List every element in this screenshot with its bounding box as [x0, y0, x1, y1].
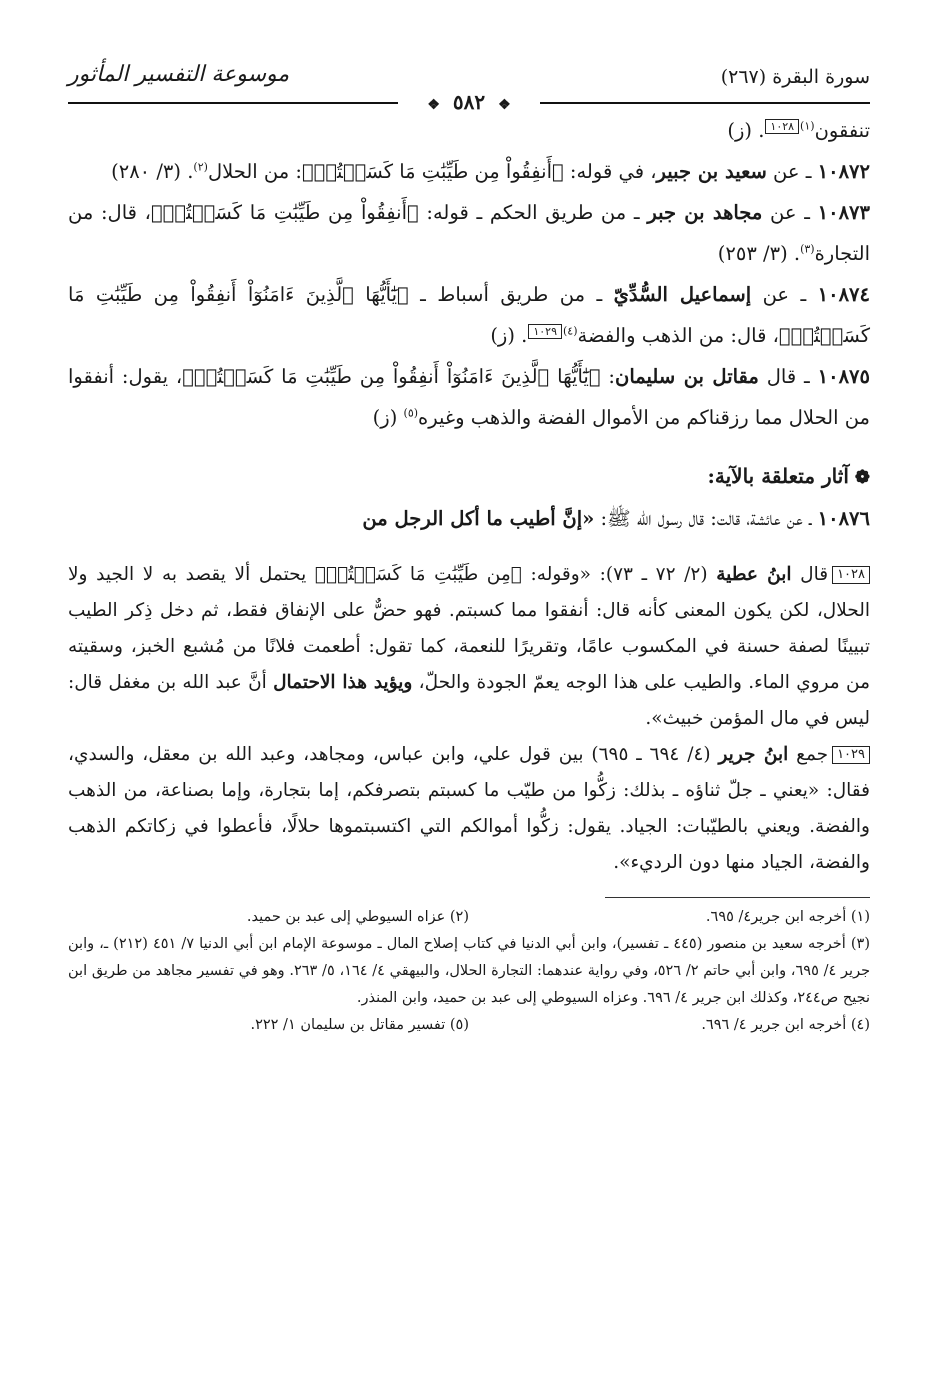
surah-name: سورة البقرة [772, 66, 870, 88]
commentary-emphasis: ويؤيد هذا الاحتمال [273, 672, 413, 693]
entry-mid: ، في قوله: [563, 160, 657, 183]
entry-10872 [68, 151, 870, 192]
entry-10875 [68, 356, 870, 438]
hadith-text: «إنَّ أطيب ما أكل الرجل من [362, 507, 595, 530]
commentary-text: (٢/ ٧٢ ـ ٧٣): «وقوله: ﴿مِن طَيِّبَٰتِ مَا كَسَبۡتُمۡ﴾ يحتمل ألا يقصد به لا الجيد ولا الحلال، لكن يكون المعنى كأنه قال: أنفقوا مما كسبتم. فهو حضٌّ على الإنفاق فقط، ثم دخل ذِكر الطيب تبيينًا لصفة حسنة في المكسوب عامًا، وتقريرًا للنعمة، كما تقول: أطعمت فلانًا من مُشبع الخبز، وسقيته من مروي الماء. والطيب على هذا الوجه يعمّ الجودة والحلّ، [68, 564, 870, 693]
running-header [68, 60, 870, 114]
entry-10873 [68, 192, 870, 274]
intro-text: تنفقون [814, 119, 870, 142]
entry-number: ١٠٨٧٤ [817, 283, 870, 306]
section-title: آثار متعلقة بالآية: [707, 464, 849, 488]
entry-pre: ـ عن عائشة، قالت: قال رسول الله ﷺ: [594, 507, 818, 530]
footnotes [68, 904, 870, 1039]
commentary-1028 [68, 557, 870, 737]
flower-icon: ❁ [854, 467, 870, 488]
commentary-1029 [68, 737, 870, 881]
commentary-number-box: ١٠٢٨ [832, 566, 870, 584]
entry-post: ، قال: من التجارة [68, 201, 870, 265]
footnote-ref: (٥) [403, 406, 419, 420]
header-rule-left [68, 102, 398, 104]
entry-pre: ـ عن [751, 283, 818, 306]
entry-mid: ـ من طريق الحكم ـ قوله: [418, 201, 648, 224]
quran-quote: ﴿يَٰٓأَيُّهَا ٱلَّذِينَ ءَامَنُوٓاْ أَنفِقُواْ مِن طَيِّبَٰتِ مَا كَسَبۡتُمۡ﴾ [182, 365, 601, 388]
entry-number: ١٠٨٧٦ [817, 507, 870, 530]
main-text [68, 110, 870, 539]
entry-mid: ـ من طريق أسباط ـ [408, 283, 614, 306]
footnote-ref: (٣) [800, 242, 815, 256]
commentary-ref-box: ١٠٢٨ [765, 119, 799, 134]
intro-line [68, 110, 870, 151]
footnote-3: (٣) أخرجه سعيد بن منصور (٤٤٥ ـ تفسير)، وابن أبي الدنيا في كتاب إصلاح المال ـ موسوعة الإمام ابن أبي الدنيا ٧/ ٤٥١ (٢١٢) ـ، وابن جرير ٤/ ٦٩٥، وابن أبي حاتم ٢/ ٥٢٦، وفي رواية عندهما: التجارة الحلال، والبيهقي ٤/ ١٦٤، ٥/ ٢٦٣. وهو في تفسير مجاهد من طريق ابن نجيح ص٢٤٤، وكذلك ابن جرير ٤/ ٦٩٦. وعزاه السيوطي إلى عبد بن حميد، وابن المنذر. [68, 936, 871, 1006]
entry-pre: ـ عن [762, 201, 818, 224]
entry-post: ، يقول: أنفقوا من الحلال مما رزقناكم من الأموال الفضة والذهب وغيره [68, 365, 870, 429]
intro-tail: . (ز) [727, 119, 765, 142]
page-number-block [421, 90, 516, 114]
narrator-name: مجاهد بن جبر [647, 201, 763, 224]
entry-number: ١٠٨٧٢ [817, 160, 870, 183]
commentary-pre: قال [791, 564, 829, 585]
quran-quote: ﴿أَنفِقُواْ مِن طَيِّبَٰتِ مَا كَسَبۡتُمۡ﴾ [150, 201, 419, 224]
entry-ref: . (٣/ ٢٥٣) [717, 242, 801, 265]
verse-number: (٢٦٧) [720, 66, 767, 88]
page-number: ٥٨٢ [452, 90, 486, 114]
commentary-number-box: ١٠٢٩ [832, 746, 870, 764]
footnote-2: (٢) عزاه السيوطي إلى عبد بن حميد. [246, 909, 469, 925]
footnote-1: (١) أخرجه ابن جرير٤/ ٦٩٥. [705, 909, 870, 925]
ornament-icon: ❖ [498, 97, 511, 113]
header-surah [721, 66, 870, 88]
narrator-name: مقاتل بن سليمان [615, 365, 759, 388]
commentary-text: (٤/ ٦٩٤ ـ ٦٩٥) بين قول علي، وابن عباس، ومجاهد، وعبد الله بن معقل، والسدي، فقال: «يعني ـ جلّ ثناؤه ـ بذلك: زكُّوا من طيّب ما كسبتم بتصرفكم، إما بتجارة، وإما بصناعة، من الذهب والفضة. ويعني بالطيّبات: الجياد. يقول: زكُّوا أموالكم التي اكتسبتموها حلالًا، فأعطوا في زكاتكم الذهب والفضة، الجياد منها دون الرديء». [68, 744, 870, 873]
book-title: موسوعة التفسير المأثور [68, 62, 290, 87]
entry-pre: ـ قال [758, 365, 818, 388]
ornament-icon: ❖ [427, 97, 440, 113]
footnote-ref: (٤) [562, 324, 578, 338]
footnote-ref: (١) [800, 119, 815, 133]
scholar-name: ابنُ عطية [716, 564, 792, 585]
header-rule-right [540, 102, 870, 104]
quran-quote: ﴿يَٰٓأَيُّهَا ٱلَّذِينَ ءَامَنُوٓاْ أَنفِقُواْ مِن طَيِّبَٰتِ مَا كَسَبۡتُمۡ﴾ [68, 283, 870, 347]
footnote-ref: (٢) [193, 160, 208, 174]
entry-number: ١٠٨٧٥ [817, 365, 871, 388]
narrator-name: إسماعيل السُّدِّيّ [613, 283, 752, 306]
entry-pre: ـ عن [766, 160, 818, 183]
entry-10874 [68, 274, 870, 356]
scholar-name: ابنُ جرير [718, 744, 789, 765]
footnote-row [68, 1012, 870, 1039]
entry-post: ، قال: من الذهب والفضة [577, 324, 779, 347]
footnote-4: (٤) أخرجه ابن جرير ٤/ ٦٩٦. [701, 1017, 870, 1033]
spacer [68, 438, 870, 456]
entry-ref: . (٣/ ٢٨٠) [111, 160, 194, 183]
entry-ref: . (ز) [490, 324, 528, 347]
quran-quote: ﴿أَنفِقُواْ مِن طَيِّبَٰتِ مَا كَسَبۡتُمۡ﴾ [301, 160, 564, 183]
entry-post: : من الحلال [207, 160, 302, 183]
entry-number: ١٠٨٧٣ [817, 201, 870, 224]
entry-10876 [68, 498, 870, 539]
page [68, 60, 870, 1350]
entry-mid: : [600, 365, 616, 388]
section-heading [68, 456, 870, 498]
footnote-row [68, 904, 870, 931]
commentary-block [68, 557, 870, 881]
commentary-ref-box: ١٠٢٩ [528, 324, 562, 339]
footnote-rule [605, 897, 870, 898]
footnote-5: (٥) تفسير مقاتل بن سليمان ١/ ٢٢٢. [250, 1017, 469, 1033]
commentary-text: أنَّ عبد الله بن مغفل قال: ليس في مال المؤمن خبيث». [68, 672, 870, 729]
entry-ref: (ز) [372, 406, 404, 429]
commentary-pre: جمع [788, 744, 829, 765]
narrator-name: سعيد بن جبير [656, 160, 767, 183]
